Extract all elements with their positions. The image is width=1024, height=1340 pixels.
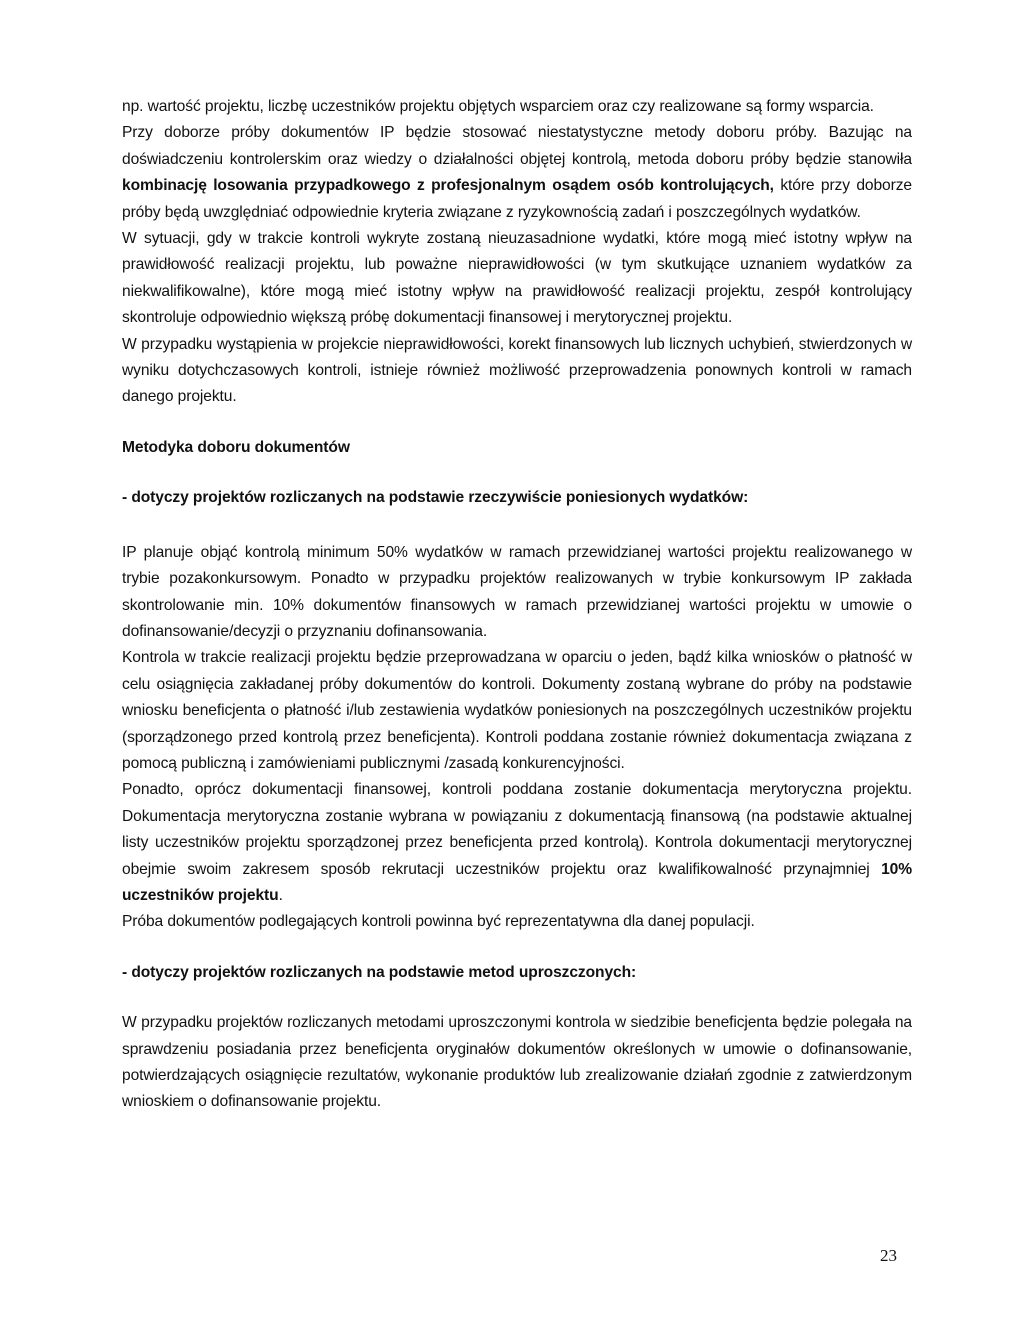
paragraph-intro: np. wartość projektu, liczbę uczestników projektu objętych wsparciem oraz czy realizowane są formy wsparcia. [122,98,874,115]
paragraph-substantive-docs-text: Ponadto, oprócz dokumentacji finansowej, kontroli poddana zostanie dokumentacja merytoryczna projektu. Dokumentacja merytoryczna zostanie wybrana w powiązaniu z dokumentacją finansową (na podstawie aktualnej listy uczestników projektu sporządzonej przez beneficjenta przed kontrolą). Kontrola dokumentacji merytorycznej obejmie swoim zakresem sposób rekrutacji uczestników projektu oraz kwalifikowalność przynajmniej [122,781,912,878]
paragraph-repeat-controls: W przypadku wystąpienia w projekcie nieprawidłowości, korekt finansowych lub licznych uchybień, stwierdzonych w wyniku dotychczasowych kontroli, istnieje również możliwość przeprowadzenia ponownych kontroli w ramach danego projektu. [122,335,912,406]
paragraph-sampling-method-bold: kombinację losowania przypadkowego z profesjonalnym osądem osób kontrolujących, [122,177,774,195]
paragraph-representative-sample: Próba dokumentów podlegających kontroli powinna być reprezentatywna dla danej populacji. [122,913,755,931]
paragraph-substantive-docs-tail: . [278,886,283,904]
document-body [122,94,912,1116]
spacer [122,936,912,960]
spacer [122,461,912,485]
paragraph-sampling-method-tail: które przy doborze próby będą uwzględniać odpowiednie kryteria związane z ryzykownością zadań i poszczególnych wydatków. [122,177,912,221]
spacer [122,512,912,540]
section-heading-methodology: Metodyka doboru dokumentów [122,438,350,456]
paragraph-payment-claims: Kontrola w trakcie realizacji projektu będzie przeprowadzana w oparciu o jeden, bądź kilka wniosków o płatność w celu osiągnięcia zakładanej próby dokumentów do kontroli. Dokumenty zostaną wybrane do próby na podstawie wniosku beneficjenta o płatność i/lub zestawienia wydatków poniesionych na poszczególnych uczestników projektu (sporządzonego przed kontrolą przez beneficjenta). Kontroli poddana zostanie również dokumentacja związana z pomocą publiczną i zamówieniami publicznymi /zasadą konkurencyjności. [122,649,912,772]
section-heading-simplified: - dotyczy projektów rozliczanych na podstawie metod uproszczonych: [122,963,637,981]
paragraph-substantive-docs [122,777,912,909]
paragraph-irregular-expenses: W sytuacji, gdy w trakcie kontroli wykryte zostaną nieuzasadnione wydatki, które mogą mieć istotny wpływ na prawidłowość realizacji projektu, lub poważne nieprawidłowości (w tym skutkujące uznaniem wydatków za niekwalifikowalne), które mogą mieć istotny wpływ na prawidłowość realizacji projektu, zespół kontrolujący skontroluje odpowiednio większą próbę dokumentacji finansowej i merytorycznej projektu. [122,230,912,327]
spacer [122,411,912,435]
spacer [122,986,912,1010]
page-number: 23 [880,1246,897,1265]
paragraph-coverage: IP planuje objąć kontrolą minimum 50% wydatków w ramach przewidzianej wartości projektu realizowanego w trybie pozakonkursowym. Ponadto w przypadku projektów realizowanych w trybie konkursowym IP zakłada skontrolowanie min. 10% dokumentów finansowych w ramach przewidzianej wartości projektu w umowie o dofinansowanie/decyzji o przyznaniu dofinansowania. [122,543,912,640]
paragraph-simplified-methods: W przypadku projektów rozliczanych metodami uproszczonymi kontrola w siedzibie beneficjenta będzie polegała na sprawdzeniu posiadania przez beneficjenta oryginałów dokumentów określonych w umowie o dofinansowanie, potwierdzających osiągnięcie rezultatów, wykonanie produktów lub zrealizowanie działań zgodnie z zatwierdzonym wnioskiem o dofinansowanie projektu. [122,1014,912,1111]
paragraph-substantive-docs-bold: 10% uczestników projektu [122,860,912,904]
paragraph-sampling-method [122,120,912,226]
paragraph-sampling-method-text: Przy doborze próby dokumentów IP będzie stosować niestatystyczne metody doboru próby. Bazując na doświadczeniu kontrolerskim oraz wiedzy o działalności objętej kontrolą, metoda doboru próby będzie stanowiła [122,124,912,168]
section-heading-real-costs: - dotyczy projektów rozliczanych na podstawie rzeczywiście poniesionych wydatków: [122,489,749,507]
